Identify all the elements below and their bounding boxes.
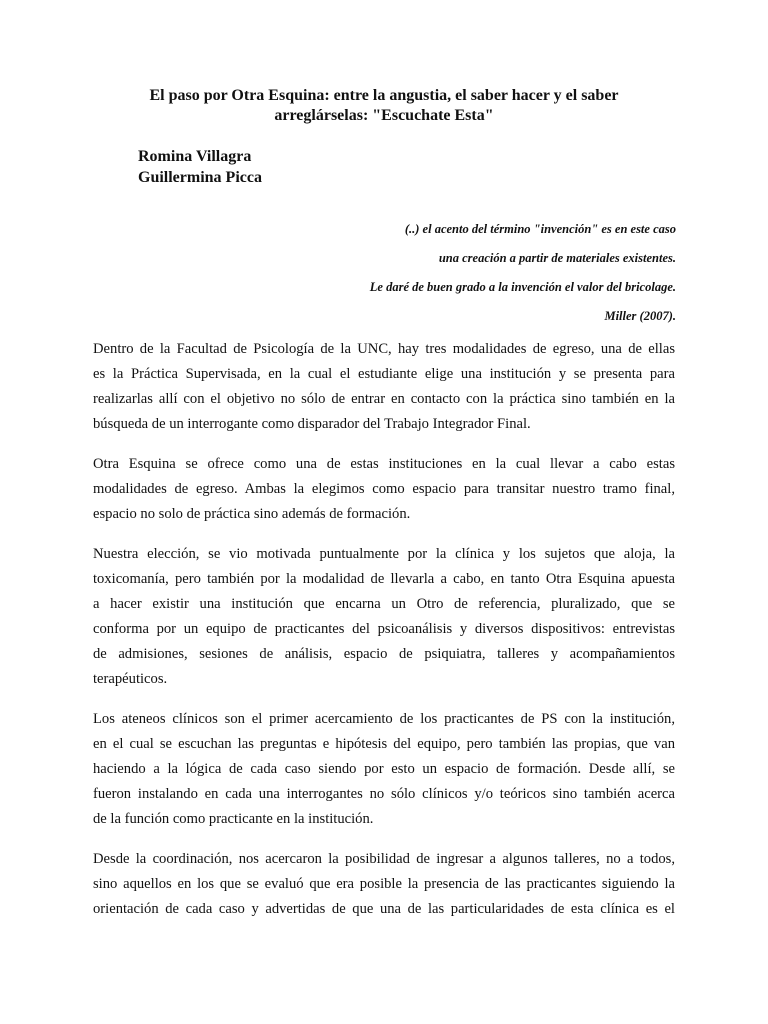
body-paragraph <box>93 847 675 922</box>
body-paragraph <box>93 452 675 527</box>
paragraph-line: realizarlas allí con el objetivo no sólo de entrar en contacto con la práctica sino también en la <box>93 391 675 407</box>
paragraph-line: fueron instalando en cada una interrogantes no sólo clínicos y/o teóricos sino también acerca <box>93 786 675 802</box>
body-paragraph <box>93 707 675 832</box>
epigraph-line: Le daré de buen grado a la invención el valor del bricolage. <box>369 280 676 294</box>
paragraph-line: Los ateneos clínicos son el primer acercamiento de los practicantes de PS con la institución, <box>93 711 675 727</box>
epigraph-quote <box>370 219 676 335</box>
paragraph-line: Desde la coordinación, nos acercaron la posibilidad de ingresar a algunos talleres, no a todos, <box>93 851 675 867</box>
paragraph-line: toxicomanía, pero también por la modalidad de llevarla a cabo, en tanto Otra Esquina apuesta <box>93 571 675 587</box>
paragraph-line: espacio no solo de práctica sino además de formación. <box>93 506 411 522</box>
body-paragraph <box>93 542 675 692</box>
paragraph-line: Dentro de la Facultad de Psicología de la UNC, hay tres modalidades de egreso, una de ellas <box>93 341 675 357</box>
title-line-2: arreglárselas: "Escuchate Esta" <box>274 107 494 124</box>
paragraph-line: búsqueda de un interrogante como disparador del Trabajo Integrador Final. <box>93 416 531 432</box>
paragraph-line: es la Práctica Supervisada, en la cual el estudiante elige una institución y se presenta para <box>93 366 675 382</box>
document-body <box>93 337 675 922</box>
paragraph-line: haciendo a la lógica de cada caso siendo por esto un espacio de formación. Desde allí, se <box>93 761 675 777</box>
body-paragraph <box>93 337 675 437</box>
paragraph-line: conforma por un equipo de practicantes del psicoanálisis y diversos dispositivos: entrevistas <box>93 621 675 637</box>
title-line-1: El paso por Otra Esquina: entre la angustia, el saber hacer y el saber <box>149 87 619 104</box>
author-list <box>138 146 262 188</box>
paragraph-line: modalidades de egreso. Ambas la elegimos como espacio para transitar nuestro tramo final, <box>93 481 675 497</box>
paragraph-line: Otra Esquina se ofrece como una de estas instituciones en la cual llevar a cabo estas <box>93 456 675 472</box>
paragraph-line: en el cual se escuchan las preguntas e hipótesis del equipo, pero también las propias, que van <box>93 736 675 752</box>
paragraph-line: terapéuticos. <box>93 671 168 687</box>
author-name: Romina Villagra <box>138 148 252 165</box>
paragraph-line: a hacer existir una institución que encarna un Otro de referencia, pluralizado, que se <box>93 596 675 612</box>
author-name: Guillermina Picca <box>138 169 262 186</box>
epigraph-citation: Miller (2007). <box>604 309 676 323</box>
paragraph-line: de la función como practicante en la institución. <box>93 811 374 827</box>
paragraph-line: orientación de cada caso y advertidas de que una de las particularidades de esta clínica es el <box>93 901 675 917</box>
paragraph-line: Nuestra elección, se vio motivada puntualmente por la clínica y los sujetos que aloja, la <box>93 546 675 562</box>
document-title <box>120 86 648 126</box>
epigraph-line: una creación a partir de materiales existentes. <box>438 251 676 265</box>
paragraph-line: de admisiones, sesiones de análisis, espacio de psiquiatra, talleres y acompañamientos <box>93 646 675 662</box>
epigraph-line: (..) el acento del término "invención" es en este caso <box>404 222 676 236</box>
paragraph-line: sino aquellos en los que se evaluó que era posible la presencia de las practicantes siguiendo la <box>93 876 675 892</box>
